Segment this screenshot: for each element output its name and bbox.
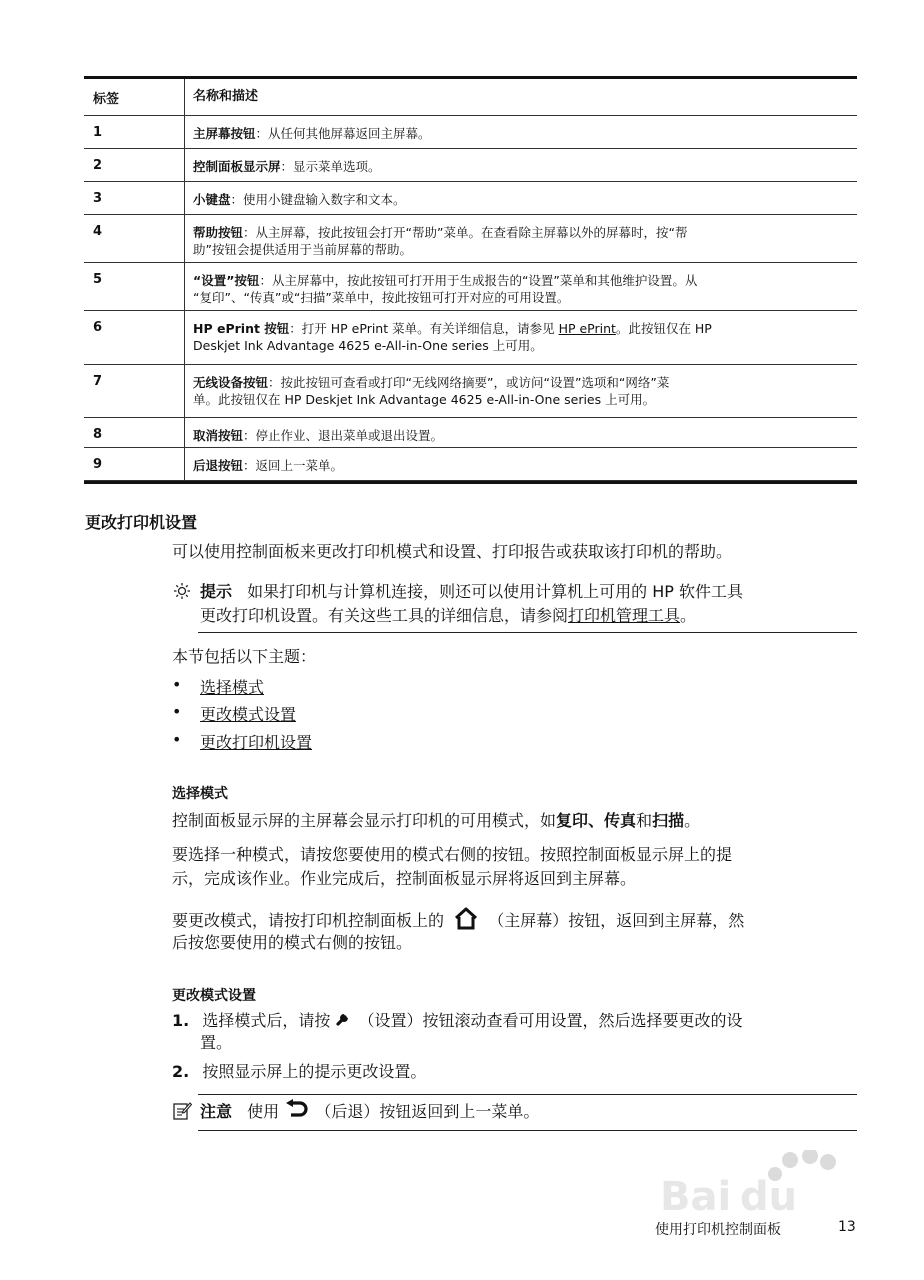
bullet: •	[172, 675, 182, 694]
row-number: 2	[84, 149, 185, 181]
step-1-line2: 置。	[200, 1033, 233, 1052]
row-desc: 控制面板显示屏：显示菜单选项。	[193, 159, 381, 174]
svg-text:Bai: Bai	[660, 1174, 732, 1220]
printer-management-tools-link[interactable]: 打印机管理工具	[568, 606, 681, 625]
hp-eprint-link[interactable]: HP ePrint	[558, 321, 616, 336]
tip-period: 。	[680, 606, 697, 625]
topic-link-change-mode-settings[interactable]: 更改模式设置	[200, 705, 297, 724]
table-header-row	[84, 79, 857, 116]
tip-rule	[198, 632, 857, 633]
select-mode-p3-line2: 后按您要使用的模式右侧的按钮。	[172, 933, 413, 952]
select-mode-p3-line1: 要更改模式，请按打印机控制面板上的 （主屏幕）按钮，返回到主屏幕，然	[172, 906, 744, 937]
row-number: 6	[84, 311, 185, 364]
baidu-watermark	[640, 1150, 880, 1230]
table-row	[84, 365, 857, 418]
row-desc: 小键盘：使用小键盘输入数字和文本。	[193, 192, 406, 207]
row-desc: “设置”按钮：从主屏幕中，按此按钮可打开用于生成报告的“设置”菜单和其他维护设置。从 “复印”、“传真”或“扫描”菜单中，按此按钮可打开对应的可用设置。	[193, 273, 698, 305]
table-row	[84, 149, 857, 182]
table-bottom-rule	[84, 481, 857, 484]
row-number: 7	[84, 365, 185, 417]
note-text: 注意 使用 （后退）按钮返回到上一菜单。	[200, 1099, 539, 1126]
note-top-rule	[198, 1094, 857, 1095]
select-mode-p1: 控制面板显示屏的主屏幕会显示打印机的可用模式，如复印、传真和扫描。	[172, 811, 701, 830]
bullet: •	[172, 702, 182, 721]
footer-title: 使用打印机控制面板	[655, 1222, 781, 1238]
row-desc: 取消按钮：停止作业、退出菜单或退出设置。	[193, 428, 444, 443]
tip-text-2: 更改打印机设置。有关这些工具的详细信息，请参阅	[200, 606, 569, 625]
topic-link-select-mode[interactable]: 选择模式	[200, 678, 265, 697]
topics-intro: 本节包括以下主题：	[172, 647, 317, 666]
select-mode-title: 选择模式	[172, 786, 228, 802]
page-number: 13	[838, 1219, 856, 1235]
row-number: 1	[84, 116, 185, 148]
section-intro: 可以使用控制面板来更改打印机模式和设置、打印报告或获取该打印机的帮助。	[172, 542, 733, 561]
topic-link-change-printer-settings[interactable]: 更改打印机设置	[200, 733, 313, 752]
note-bottom-rule	[198, 1130, 857, 1131]
tip-line-2	[200, 604, 696, 628]
row-number: 9	[84, 448, 185, 480]
table-row	[84, 311, 857, 365]
tip-sun-icon	[172, 582, 192, 606]
step-1-line1: 1. 选择模式后，请按 （设置）按钮滚动查看可用设置，然后选择要更改的设	[172, 1009, 743, 1034]
row-desc: 无线设备按钮：按此按钮可查看或打印“无线网络摘要”，或访问“设置”选项和“网络”菜 单。此按钮仅在 HP Deskjet Ink Advantage 4625 e-All-in-One series 上可用。	[193, 375, 670, 407]
table-row	[84, 182, 857, 215]
note-label: 注意	[200, 1102, 233, 1121]
table-row	[84, 418, 857, 448]
home-icon	[453, 906, 479, 937]
table-row	[84, 215, 857, 263]
change-mode-settings-title: 更改模式设置	[172, 988, 256, 1004]
row-desc: 帮助按钮：从主屏幕，按此按钮会打开“帮助”菜单。在查看除主屏幕以外的屏幕时，按“帮 助”按钮会提供适用于当前屏幕的帮助。	[193, 225, 688, 257]
select-mode-p2-line1: 要选择一种模式，请按您要使用的模式右侧的按钮。按照控制面板显示屏上的提	[172, 845, 733, 864]
header-label: 标签	[84, 79, 185, 115]
tip-text: 如果打印机与计算机连接，则还可以使用计算机上可用的 HP 软件工具	[247, 582, 743, 601]
description-table	[84, 76, 857, 484]
header-desc: 名称和描述	[193, 89, 259, 104]
svg-text:du: du	[740, 1174, 798, 1220]
wrench-icon	[335, 1009, 353, 1034]
row-number: 5	[84, 263, 185, 310]
row-number: 3	[84, 182, 185, 214]
row-number: 4	[84, 215, 185, 262]
note-icon	[172, 1101, 192, 1125]
tip-line-1	[200, 580, 743, 604]
row-desc: 主屏幕按钮：从任何其他屏幕返回主屏幕。	[193, 126, 431, 141]
tip-label: 提示	[200, 582, 233, 601]
back-arrow-icon	[284, 1099, 310, 1126]
row-desc: HP ePrint 按钮：打开 HP ePrint 菜单。有关详细信息，请参见 HP ePrint。此按钮仅在 HP Deskjet Ink Advantage 4625 e-All-in-One series 上可用。	[193, 321, 712, 353]
table-row	[84, 448, 857, 481]
bullet: •	[172, 730, 182, 749]
table-row	[84, 263, 857, 311]
row-number: 8	[84, 418, 185, 447]
row-desc: 后退按钮：返回上一菜单。	[193, 458, 344, 473]
step-2: 2. 按照显示屏上的提示更改设置。	[172, 1062, 427, 1081]
table-row	[84, 116, 857, 149]
section-title: 更改打印机设置	[85, 513, 198, 532]
select-mode-p2-line2: 示，完成该作业。作业完成后，控制面板显示屏将返回到主屏幕。	[172, 869, 637, 888]
